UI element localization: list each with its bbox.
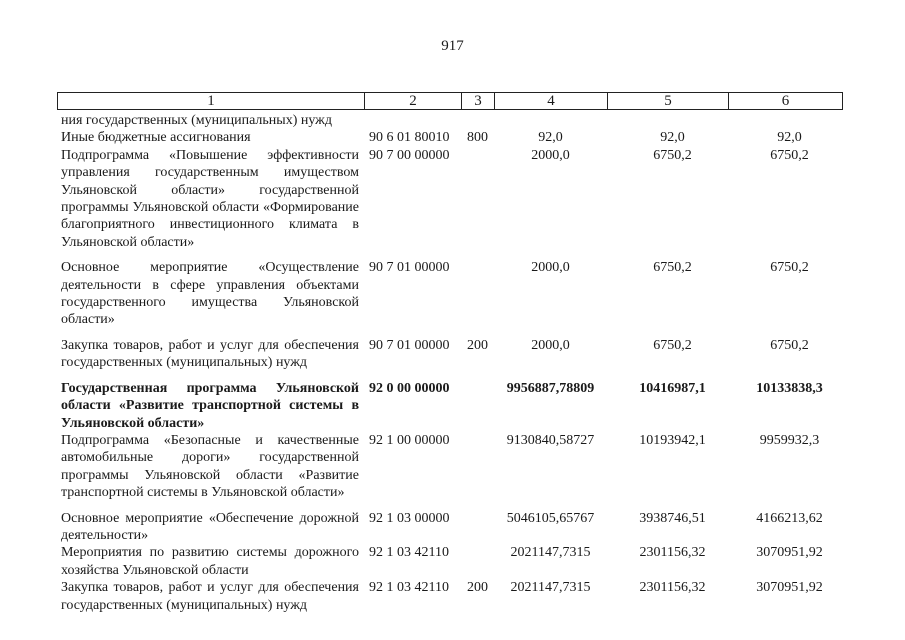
table-row [57, 337, 843, 372]
row-type: 200 [467, 337, 488, 353]
row-type [461, 259, 494, 329]
row-value-3: 10133838,3 [756, 380, 823, 396]
row-value-2: 10416987,1 [639, 380, 706, 396]
row-type [461, 380, 494, 432]
row-type: 800 [467, 130, 488, 146]
table-row [57, 129, 843, 146]
row-value-3: 92,0 [777, 130, 802, 146]
row-name: Основное мероприятие «Обеспечение дорожной деятельности» [61, 510, 359, 543]
row-value-1: 2000,0 [531, 337, 570, 353]
row-value-3: 4166213,62 [756, 510, 823, 526]
row-code [359, 112, 461, 129]
row-value-1: 92,0 [538, 130, 563, 146]
row-value-3: 6750,2 [770, 147, 809, 163]
row-code: 90 6 01 80010 [369, 130, 450, 146]
row-value-2: 6750,2 [653, 147, 692, 163]
row-value-2: 2301156,32 [639, 580, 706, 596]
header-col-2: 2 [365, 93, 462, 109]
row-value-1: 2021147,7315 [510, 580, 591, 596]
row-code: 92 1 00 00000 [369, 432, 450, 448]
row-value-3 [728, 112, 841, 129]
header-col-4: 4 [495, 93, 608, 109]
row-value-2: 10193942,1 [639, 432, 706, 448]
table-row [57, 147, 843, 251]
table-row [57, 510, 843, 545]
table-row [57, 432, 843, 502]
header-col-1: 1 [58, 93, 365, 109]
row-value-3: 9959932,3 [759, 432, 820, 448]
row-value-2 [607, 112, 728, 129]
row-type: 200 [467, 580, 488, 596]
row-value-3: 6750,2 [770, 337, 809, 353]
row-value-2: 6750,2 [653, 260, 692, 276]
row-type [461, 544, 494, 579]
row-name: Закупка товаров, работ и услуг для обеспечения государственных (муниципальных) нужд [61, 337, 359, 371]
header-col-6: 6 [781, 93, 790, 109]
table-row [57, 259, 843, 329]
row-value-1: 5046105,65767 [506, 510, 595, 526]
row-value-1: 9956887,78809 [506, 380, 595, 396]
row-name: Государственная программа Ульяновской области «Развитие транспортной системы в Ульяновской области» [61, 380, 359, 431]
row-value-1: 9130840,58727 [506, 432, 595, 448]
row-name: Иные бюджетные ассигнования [61, 130, 251, 146]
table-header [57, 92, 843, 110]
row-type [461, 147, 494, 251]
row-name: Подпрограмма «Безопасные и качественные автомобильные дороги» государственной программы Ульяновской области «Развитие транспортной системы в Ульяновской области» [61, 432, 359, 501]
row-name: Закупка товаров, работ и услуг для обеспечения государственных (муниципальных) нужд [61, 580, 359, 613]
row-value-2: 6750,2 [653, 337, 692, 353]
page-number: 917 [441, 38, 464, 54]
row-name: Основное мероприятие «Осуществление деятельности в сфере управления объектами государственного имущества Ульяновской области» [61, 260, 359, 328]
row-value-3: 6750,2 [770, 260, 809, 276]
row-value-2: 92,0 [660, 130, 685, 146]
row-type [461, 432, 494, 502]
row-code: 92 0 00 00000 [369, 380, 450, 396]
table-row [57, 380, 843, 432]
row-value-2: 3938746,51 [639, 510, 706, 526]
row-name: ния государственных (муниципальных) нужд [61, 113, 332, 128]
row-code: 90 7 00 00000 [369, 147, 450, 163]
row-code: 92 1 03 00000 [369, 510, 450, 526]
row-code: 92 1 03 42110 [369, 545, 449, 561]
row-type [461, 112, 494, 129]
header-col-3: 3 [462, 93, 495, 109]
row-code: 92 1 03 42110 [369, 580, 449, 596]
row-value-1: 2000,0 [531, 147, 570, 163]
row-value-1: 2000,0 [531, 260, 570, 276]
row-type [461, 510, 494, 545]
row-value-3: 3070951,92 [756, 545, 823, 561]
row-value-1 [494, 112, 607, 129]
table-row [57, 112, 843, 129]
row-code: 90 7 01 00000 [369, 260, 450, 276]
header-col-5: 5 [608, 93, 729, 109]
row-name: Мероприятия по развитию системы дорожного хозяйства Ульяновской области [61, 545, 359, 578]
row-name: Подпрограмма «Повышение эффективности управления государственным имуществом Ульяновской области» государственной программы Ульяновской области «Формирование благоприятного инвестиционного климата в Ульяновской области» [61, 147, 359, 250]
row-value-2: 2301156,32 [639, 545, 706, 561]
table-body [57, 112, 843, 614]
row-value-3: 3070951,92 [756, 580, 823, 596]
row-value-1: 2021147,7315 [510, 545, 591, 561]
table-row [57, 579, 843, 614]
row-code: 90 7 01 00000 [369, 337, 450, 353]
table-row [57, 544, 843, 579]
